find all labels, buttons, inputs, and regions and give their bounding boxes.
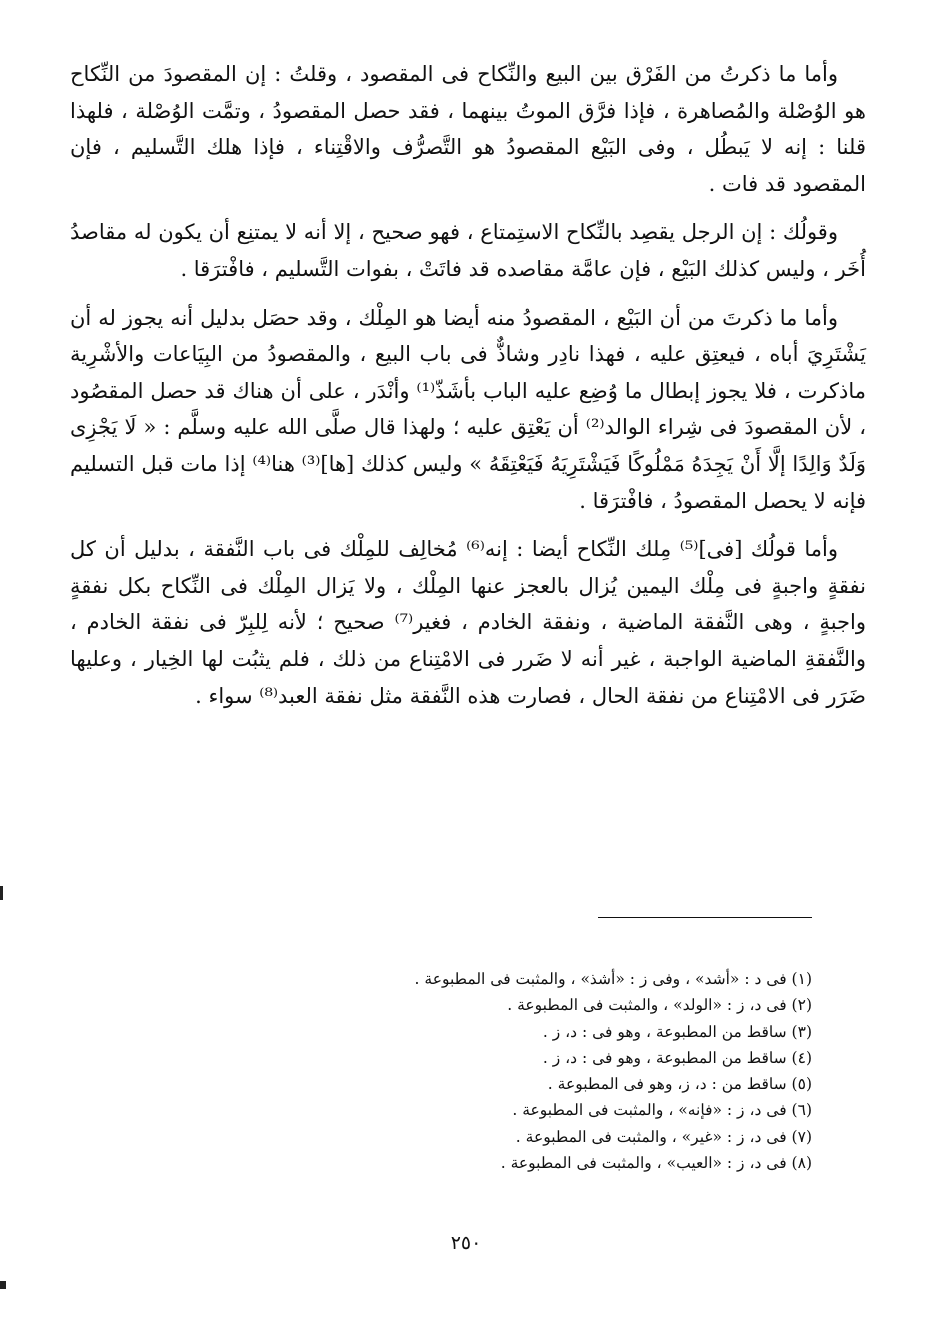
footnote-separator	[598, 917, 812, 918]
footnote-4: (٤) ساقط من المطبوعة ، وهو فى : د، ز .	[542, 1048, 812, 1067]
footnote-1: (١) فى د : «أشد» ، وفى ز : «أشذ» ، والمثبت فى المطبوعة .	[414, 970, 812, 988]
footnote-8: (٨) فى د، ز : «العيب» ، والمثبت فى المطبوعة .	[500, 1154, 812, 1173]
paragraph-2: وقولُك : إن الرجل يقصِد بالنِّكاح الاستِمتاع ، فهو صحيح ، إلا أنه لا يمتنِع أن يكون له مقاصدُ أُخَر ، وليس كذلك البَيْع ، فإن عامَّة مقاصده قد فاتَتْ ، بفوات التَّسليم ، فافْترَقا .	[70, 220, 866, 281]
paragraph-1: وأما ما ذكرتُ من الفَرْق بين البيع والنِّكاح فى المقصود ، وقلتُ : إن المقصودَ من النِّكاح هو الوُصْلة والمُصاهرة ، فإذا فرَّق الموتُ بينهما ، فقد حصل المقصودُ ، وتمَّت الوُصْلة ، فلهذا قلنا : إنه لا يَبطُل ، وفى البَيْع المقصودُ هو التَّصرُّف والاقْتِناء ، فإذا هلك التَّسليم ، فإن المقصود قد فات .	[70, 62, 866, 196]
footnotes	[252, 966, 812, 1176]
paragraph-3: وأما ما ذكرتَ من أن البَيْع ، المقصودُ منه أيضا هو المِلْك ، وقد حصَل بدليل أنه يجوز له أن يَشْتَرِيَ أباه ، فيعتِق عليه ، فهذا نادِر وشاذٌّ فى باب البيع ، والمقصودُ من البِيَاعات والأشْرِية ماذكرت ، فلا يجوز إبطال ما وُضِع عليه الباب بأشَذّ⁽¹⁾ وأنْدَر ، على أن هناك قد حصل المقصُود ، لأن المقصودَ فى شِراء الوالد⁽²⁾ أن يَعْتِق عليه ؛ ولهذا قال صلَّى الله عليه وسلَّم : « لَا يَجْزِى وَلَدٌ وَالِدًا إلَّا أَنْ يَجِدَهُ مَمْلُوكًا فَيَشْتَرِيَهُ فَيَعْتِقَهُ » وليس كذلك [ها]⁽³⁾ هنا⁽⁴⁾ إذا مات قبل التسليم فإنه لا يحصل المقصودُ ، فافْترَقا .	[70, 305, 867, 513]
scan-edge-mark	[0, 1281, 6, 1289]
page-number: ٢٥٠	[450, 1232, 482, 1254]
paragraph-4: وأما قولُك [فى]⁽⁵⁾ مِلك النِّكاح أيضا : إنه⁽⁶⁾ مُخالِف للمِلْك فى باب النَّفقة ، بدليل أن كل نفقةٍ واجبةٍ فى مِلْك اليمين يُزال بالعجز عنها المِلْك ، ولا يَزال المِلْك فى النِّكاح بكل نفقةٍ واجبةٍ ، وهى النَّفقة الماضية ، ونفقة الخادم ، فغير⁽⁷⁾ صحيح ؛ لأنه لِلبِرّ فى نفقة الخادم ، والنَّفقةِ الماضية الواجبة ، غير أنه لا ضَرر فى الامْتِناع من ذلك ، فلم يثبُت لها الخِيار ، وعليها ضَرَر فى الامْتِناع من نفقة الحال ، فصارت هذه النَّفقة مثل نفقة العبد⁽⁸⁾ سواء .	[70, 537, 866, 708]
footnote-6: (٦) فى د، ز : «فإنه» ، والمثبت فى المطبوعة .	[512, 1101, 812, 1120]
footnote-5: (٥) ساقط من : د، ز، وهو فى المطبوعة .	[547, 1075, 812, 1094]
footnote-7: (٧) فى د، ز : «غير» ، والمثبت فى المطبوعة .	[515, 1127, 812, 1146]
footnote-2: (٢) فى د، ز : «الولد» ، والمثبت فى المطبوعة .	[507, 996, 812, 1015]
footnote-3: (٣) ساقط من المطبوعة ، وهو فى : د، ز .	[542, 1022, 812, 1041]
scan-edge-mark	[0, 886, 3, 900]
main-text	[70, 56, 866, 714]
